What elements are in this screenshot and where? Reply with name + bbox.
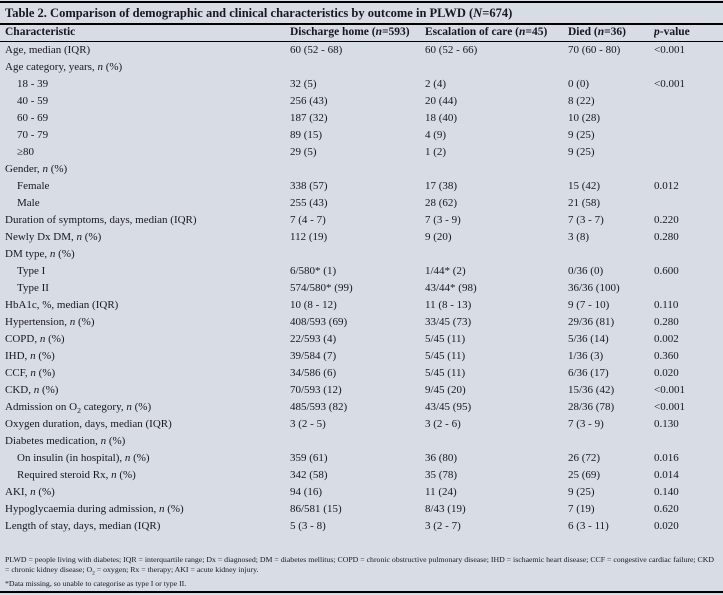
cell-discharge-home: 255 (43) (290, 197, 328, 210)
footnote-data-missing: *Data missing, so unable to categorise as type I or type II. (5, 578, 187, 588)
row-label: COPD, n (%) (5, 333, 65, 346)
cell-discharge-home: 6/580* (1) (290, 265, 337, 278)
row-label: 60 - 69 (17, 112, 49, 125)
cell-discharge-home: 7 (4 - 7) (290, 214, 326, 227)
cell-died: 6 (3 - 11) (568, 520, 609, 533)
table-row (5, 399, 718, 416)
cell-discharge-home (290, 246, 425, 263)
table-row (5, 76, 718, 93)
table-row (5, 246, 718, 263)
cell-p-value: <0.001 (654, 401, 685, 414)
row-label: 18 - 39 (17, 78, 49, 91)
cell-died: 0 (0) (568, 78, 590, 91)
cell-discharge-home: 112 (19) (290, 231, 328, 244)
cell-p-value: 0.130 (654, 418, 679, 431)
row-label: Hypoglycaemia during admission, n (%) (5, 503, 184, 516)
cell-died: 9 (25) (568, 129, 595, 142)
cell-discharge-home: 86/581 (15) (290, 503, 342, 516)
cell-p-value: 0.280 (654, 316, 679, 329)
cell-escalation-of-care: 17 (38) (425, 180, 458, 193)
cell-discharge-home: 34/586 (6) (290, 367, 337, 380)
row-label: IHD, n (%) (5, 350, 55, 363)
table-row (5, 144, 718, 161)
row-label: Newly Dx DM, n (%) (5, 231, 102, 244)
cell-died: 25 (69) (568, 469, 601, 482)
cell-discharge-home: 22/593 (4) (290, 333, 337, 346)
row-label: Age category, years, n (%) (5, 61, 123, 74)
cell-p-value: 0.140 (654, 486, 679, 499)
cell-discharge-home: 359 (61) (290, 452, 328, 465)
row-label: Oxygen duration, days, median (IQR) (5, 418, 172, 431)
cell-p-value: 0.020 (654, 367, 679, 380)
row-label: DM type, n (%) (5, 248, 75, 261)
row-label: Female (17, 180, 50, 193)
cell-discharge-home: 485/593 (82) (290, 401, 348, 414)
cell-escalation-of-care (425, 246, 568, 263)
cell-escalation-of-care: 1/44* (2) (425, 265, 466, 278)
table-row (5, 348, 718, 365)
row-label: HbA1c, %, median (IQR) (5, 299, 119, 312)
cell-p-value (654, 280, 718, 297)
table-row (5, 178, 718, 195)
cell-died: 28/36 (78) (568, 401, 615, 414)
cell-died: 26 (72) (568, 452, 601, 465)
table-row (5, 331, 718, 348)
table-row (5, 467, 718, 484)
table-row (5, 314, 718, 331)
cell-died: 0/36 (0) (568, 265, 604, 278)
footnotes (5, 555, 718, 589)
cell-escalation-of-care: 9 (20) (425, 231, 452, 244)
cell-died: 7 (19) (568, 503, 595, 516)
cell-escalation-of-care: 7 (3 - 9) (425, 214, 461, 227)
cell-p-value (654, 195, 718, 212)
table-row (5, 110, 718, 127)
cell-escalation-of-care (425, 161, 568, 178)
cell-died: 6/36 (17) (568, 367, 609, 380)
cell-p-value: 0.020 (654, 520, 679, 533)
cell-discharge-home: 3 (2 - 5) (290, 418, 326, 431)
cell-discharge-home: 60 (52 - 68) (290, 44, 343, 57)
cell-died: 36/36 (100) (568, 282, 620, 295)
row-label: CCF, n (%) (5, 367, 56, 380)
cell-discharge-home: 29 (5) (290, 146, 317, 159)
cell-discharge-home: 39/584 (7) (290, 350, 337, 363)
table-row (5, 127, 718, 144)
cell-died: 21 (58) (568, 197, 601, 210)
table-body (5, 42, 718, 535)
cell-p-value: <0.001 (654, 384, 685, 397)
cell-p-value (654, 127, 718, 144)
table-row (5, 195, 718, 212)
row-label: 40 - 59 (17, 95, 49, 108)
cell-discharge-home: 256 (43) (290, 95, 328, 108)
table-row (5, 161, 718, 178)
table-row (5, 450, 718, 467)
cell-p-value: 0.002 (654, 333, 679, 346)
cell-p-value: 0.620 (654, 503, 679, 516)
cell-died: 7 (3 - 7) (568, 214, 604, 227)
cell-p-value: 0.360 (654, 350, 679, 363)
cell-died (568, 161, 654, 178)
row-label: Diabetes medication, n (%) (5, 435, 126, 448)
row-label: Hypertension, n (%) (5, 316, 95, 329)
cell-p-value (654, 433, 718, 450)
column-header-escalation-of-care: Escalation of care (n=45) (425, 26, 548, 38)
cell-died: 9 (25) (568, 146, 595, 159)
cell-p-value (654, 161, 718, 178)
cell-p-value (654, 246, 718, 263)
cell-died: 10 (28) (568, 112, 601, 125)
table-row (5, 229, 718, 246)
row-label: Length of stay, days, median (IQR) (5, 520, 161, 533)
cell-p-value: 0.280 (654, 231, 679, 244)
cell-discharge-home: 89 (15) (290, 129, 323, 142)
column-header-characteristic: Characteristic (5, 26, 76, 38)
column-header-died: Died (n=36) (568, 26, 627, 38)
cell-escalation-of-care: 33/45 (73) (425, 316, 472, 329)
cell-discharge-home: 187 (32) (290, 112, 328, 125)
table-row (5, 501, 718, 518)
cell-died: 8 (22) (568, 95, 595, 108)
table-title: Table 2. Comparison of demographic and clinical characteristics by outcome in PLWD (N=674) (5, 5, 513, 20)
cell-died (568, 246, 654, 263)
cell-died: 7 (3 - 9) (568, 418, 604, 431)
cell-escalation-of-care (425, 59, 568, 76)
cell-escalation-of-care: 28 (62) (425, 197, 458, 210)
table-row (5, 297, 718, 314)
row-label: Admission on $O_2$ category, n (%) (5, 401, 152, 416)
cell-died: 9 (7 - 10) (568, 299, 610, 312)
row-label: Type II (17, 282, 49, 295)
row-label: On insulin (in hospital), n (%) (17, 452, 150, 465)
table-row (5, 212, 718, 229)
cell-died: 15 (42) (568, 180, 601, 193)
cell-discharge-home: 32 (5) (290, 78, 317, 91)
row-label: CKD, n (%) (5, 384, 59, 397)
cell-died: 9 (25) (568, 486, 595, 499)
table-row (5, 382, 718, 399)
cell-died: 1/36 (3) (568, 350, 604, 363)
cell-escalation-of-care: 35 (78) (425, 469, 458, 482)
cell-escalation-of-care: 8/43 (19) (425, 503, 466, 516)
cell-p-value (654, 110, 718, 127)
row-label: Type I (17, 265, 46, 278)
cell-escalation-of-care: 4 (9) (425, 129, 447, 142)
cell-p-value: <0.001 (654, 44, 685, 57)
column-header-p-value: p-value (654, 26, 690, 38)
cell-escalation-of-care: 60 (52 - 66) (425, 44, 478, 57)
cell-died: 70 (60 - 80) (568, 44, 621, 57)
cell-discharge-home: 574/580* (99) (290, 282, 353, 295)
cell-discharge-home (290, 433, 425, 450)
cell-escalation-of-care: 5/45 (11) (425, 350, 466, 363)
cell-escalation-of-care: 1 (2) (425, 146, 447, 159)
cell-escalation-of-care: 5/45 (11) (425, 367, 466, 380)
table-row (5, 484, 718, 501)
cell-died: 15/36 (42) (568, 384, 615, 397)
cell-died (568, 59, 654, 76)
cell-p-value: 0.016 (654, 452, 679, 465)
cell-p-value: 0.220 (654, 214, 679, 227)
row-label: Gender, n (%) (5, 163, 68, 176)
table-row (5, 365, 718, 382)
bottom-rule (0, 591, 723, 593)
table-row (5, 93, 718, 110)
cell-discharge-home: 408/593 (69) (290, 316, 348, 329)
cell-p-value: 0.014 (654, 469, 679, 482)
row-label: ≥80 (17, 146, 35, 159)
table-header-row (5, 25, 718, 41)
cell-discharge-home: 10 (8 - 12) (290, 299, 337, 312)
cell-discharge-home: 94 (16) (290, 486, 323, 499)
row-label: 70 - 79 (17, 129, 49, 142)
cell-escalation-of-care: 36 (80) (425, 452, 458, 465)
cell-escalation-of-care: 9/45 (20) (425, 384, 466, 397)
cell-discharge-home: 70/593 (12) (290, 384, 342, 397)
cell-died: 29/36 (81) (568, 316, 615, 329)
row-label: Required steroid Rx, n (%) (17, 469, 136, 482)
row-label: Age, median (IQR) (5, 44, 91, 57)
cell-escalation-of-care: 43/45 (95) (425, 401, 472, 414)
cell-escalation-of-care: 11 (24) (425, 486, 457, 499)
cell-escalation-of-care: 11 (8 - 13) (425, 299, 472, 312)
cell-discharge-home (290, 59, 425, 76)
cell-discharge-home: 5 (3 - 8) (290, 520, 326, 533)
cell-p-value: 0.600 (654, 265, 679, 278)
table-row (5, 42, 718, 59)
cell-died: 3 (8) (568, 231, 590, 244)
table-row (5, 416, 718, 433)
cell-died: 5/36 (14) (568, 333, 609, 346)
cell-escalation-of-care: 2 (4) (425, 78, 447, 91)
table-row (5, 518, 718, 535)
cell-discharge-home: 338 (57) (290, 180, 328, 193)
footnote-abbreviations: PLWD = people living with diabetes; IQR = interquartile range; Dx = diagnosed; DM = diabetes mellitus; COPD = chronic obstructive pulmonary disease; IHD = ischaemic heart disease; CCF = congestive cardiac failure; CKD = chronic kidney disease; $O_2$ = oxygen; Rx = therapy; AKI = acute kidney injury. (5, 555, 715, 577)
table-row (5, 59, 718, 76)
cell-escalation-of-care: 20 (44) (425, 95, 458, 108)
cell-p-value (654, 144, 718, 161)
cell-p-value: <0.001 (654, 78, 685, 91)
cell-escalation-of-care (425, 433, 568, 450)
cell-escalation-of-care: 3 (2 - 6) (425, 418, 461, 431)
cell-discharge-home: 342 (58) (290, 469, 328, 482)
cell-discharge-home (290, 161, 425, 178)
cell-died (568, 433, 654, 450)
cell-escalation-of-care: 18 (40) (425, 112, 458, 125)
cell-escalation-of-care: 3 (2 - 7) (425, 520, 461, 533)
row-label: Male (17, 197, 40, 210)
row-label: Duration of symptoms, days, median (IQR) (5, 214, 197, 227)
cell-p-value: 0.012 (654, 180, 679, 193)
cell-escalation-of-care: 43/44* (98) (425, 282, 477, 295)
cell-p-value (654, 59, 718, 76)
column-header-discharge-home: Discharge home (n=593) (290, 26, 410, 38)
row-label: AKI, n (%) (5, 486, 55, 499)
cell-p-value: 0.110 (654, 299, 679, 312)
cell-escalation-of-care: 5/45 (11) (425, 333, 466, 346)
cell-p-value (654, 93, 718, 110)
table-row (5, 263, 718, 280)
table-row (5, 280, 718, 297)
table-row (5, 433, 718, 450)
